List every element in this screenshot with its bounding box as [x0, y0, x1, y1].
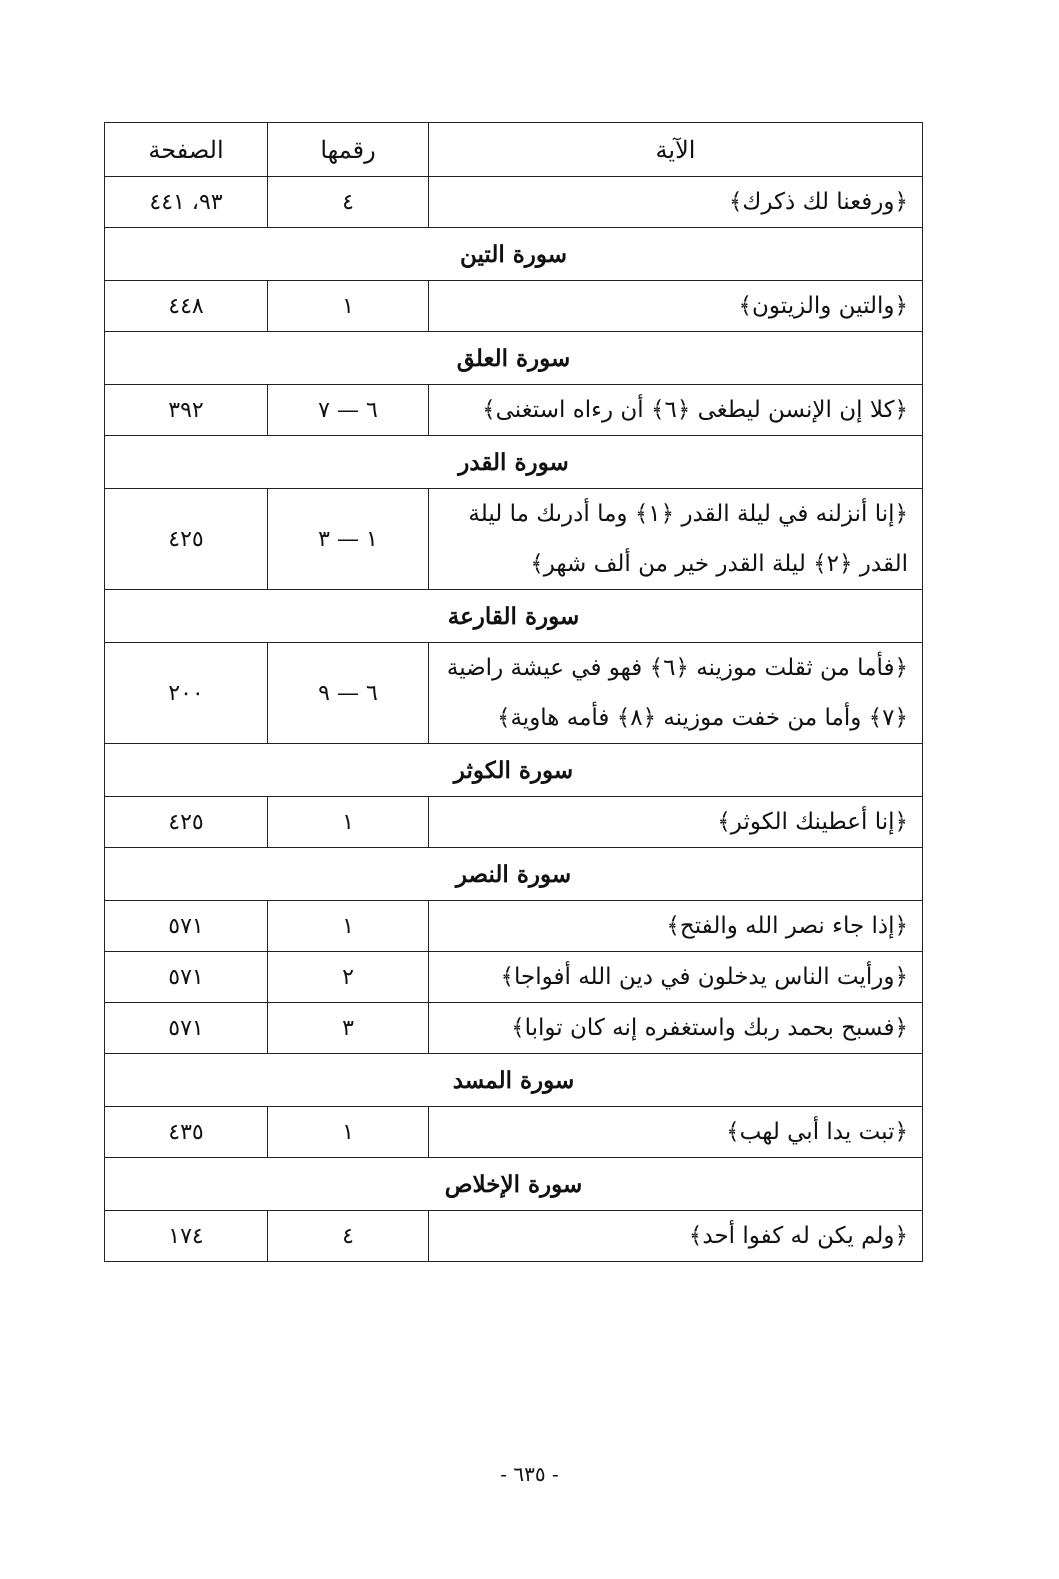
verse-text: ﴿ورأيت الناس يدخلون في دين الله أفواجا﴾: [429, 952, 923, 1003]
page-column-header: الصفحة: [105, 123, 268, 177]
page-reference: ١٧٤: [105, 1211, 268, 1262]
surah-heading-row: [105, 1158, 923, 1211]
surah-heading-row: [105, 848, 923, 901]
verse-text: ﴿ورفعنا لك ذكرك﴾: [429, 177, 923, 228]
surah-title: سورة الإخلاص: [105, 1158, 923, 1211]
header-row: [105, 123, 923, 177]
surah-heading-row: [105, 228, 923, 281]
page-number: - ٦٣٥ -: [500, 1462, 559, 1486]
verse-row: [105, 1107, 923, 1158]
surah-heading-row: [105, 1054, 923, 1107]
page-reference: ٤٢٥: [105, 797, 268, 848]
verse-text: ﴿فسبح بحمد ربك واستغفره إنه كان توابا﴾: [429, 1003, 923, 1054]
surah-title: سورة الكوثر: [105, 744, 923, 797]
verse-number: ٣: [268, 1003, 429, 1054]
page-reference: ٣٩٢: [105, 385, 268, 436]
verse-number: ١: [268, 901, 429, 952]
page-reference: ٤٤٨: [105, 281, 268, 332]
verse-row: [105, 281, 923, 332]
verse-row: [105, 385, 923, 436]
verse-text: ﴿ولم يكن له كفوا أحد﴾: [429, 1211, 923, 1262]
verse-text: ﴿تبت يدا أبي لهب﴾: [429, 1107, 923, 1158]
number-column-header: رقمها: [268, 123, 429, 177]
page-reference: ٩٣، ٤٤١: [105, 177, 268, 228]
verse-number: ١: [268, 1107, 429, 1158]
verse-row: [105, 489, 923, 590]
surah-heading-row: [105, 332, 923, 385]
page-reference: ٥٧١: [105, 952, 268, 1003]
verse-number: ٦ — ٩: [268, 643, 429, 744]
surah-heading-row: [105, 590, 923, 643]
verse-column-header: الآية: [429, 123, 923, 177]
verse-index-table: [104, 122, 923, 1262]
verse-row: [105, 901, 923, 952]
verse-row: [105, 643, 923, 744]
verse-text: ﴿إذا جاء نصر الله والفتح﴾: [429, 901, 923, 952]
surah-title: سورة القدر: [105, 436, 923, 489]
verse-number: ١: [268, 281, 429, 332]
surah-title: سورة القارعة: [105, 590, 923, 643]
page-reference: ٢٠٠: [105, 643, 268, 744]
verse-row: [105, 952, 923, 1003]
verse-text: ﴿كلا إن الإنسن ليطغى ﴿٦﴾ أن رءاه استغنى﴾: [429, 385, 923, 436]
verse-number: ٦ — ٧: [268, 385, 429, 436]
page-reference: ٥٧١: [105, 1003, 268, 1054]
verse-text: ﴿إنا أعطينك الكوثر﴾: [429, 797, 923, 848]
verse-text: ﴿فأما من ثقلت موزينه ﴿٦﴾ فهو في عيشة راضية ﴿٧﴾ وأما من خفت موزينه ﴿٨﴾ فأمه هاوية﴾: [429, 643, 923, 744]
verse-row: [105, 1211, 923, 1262]
verse-text: ﴿إنا أنزلنه في ليلة القدر ﴿١﴾ وما أدرىك ما ليلة القدر ﴿٢﴾ ليلة القدر خير من ألف شهر﴾: [429, 489, 923, 590]
verse-row: [105, 797, 923, 848]
verse-number: ١: [268, 797, 429, 848]
surah-title: سورة المسد: [105, 1054, 923, 1107]
page-reference: ٤٣٥: [105, 1107, 268, 1158]
verse-text: ﴿والتين والزيتون﴾: [429, 281, 923, 332]
verse-number: ١ — ٣: [268, 489, 429, 590]
surah-heading-row: [105, 744, 923, 797]
page-reference: ٤٢٥: [105, 489, 268, 590]
surah-title: سورة العلق: [105, 332, 923, 385]
surah-title: سورة النصر: [105, 848, 923, 901]
surah-heading-row: [105, 436, 923, 489]
verse-row: [105, 1003, 923, 1054]
verse-number: ٤: [268, 177, 429, 228]
page-reference: ٥٧١: [105, 901, 268, 952]
verse-number: ٢: [268, 952, 429, 1003]
surah-title: سورة التين: [105, 228, 923, 281]
verse-number: ٤: [268, 1211, 429, 1262]
verse-row: [105, 177, 923, 228]
table-body: [105, 177, 923, 1262]
